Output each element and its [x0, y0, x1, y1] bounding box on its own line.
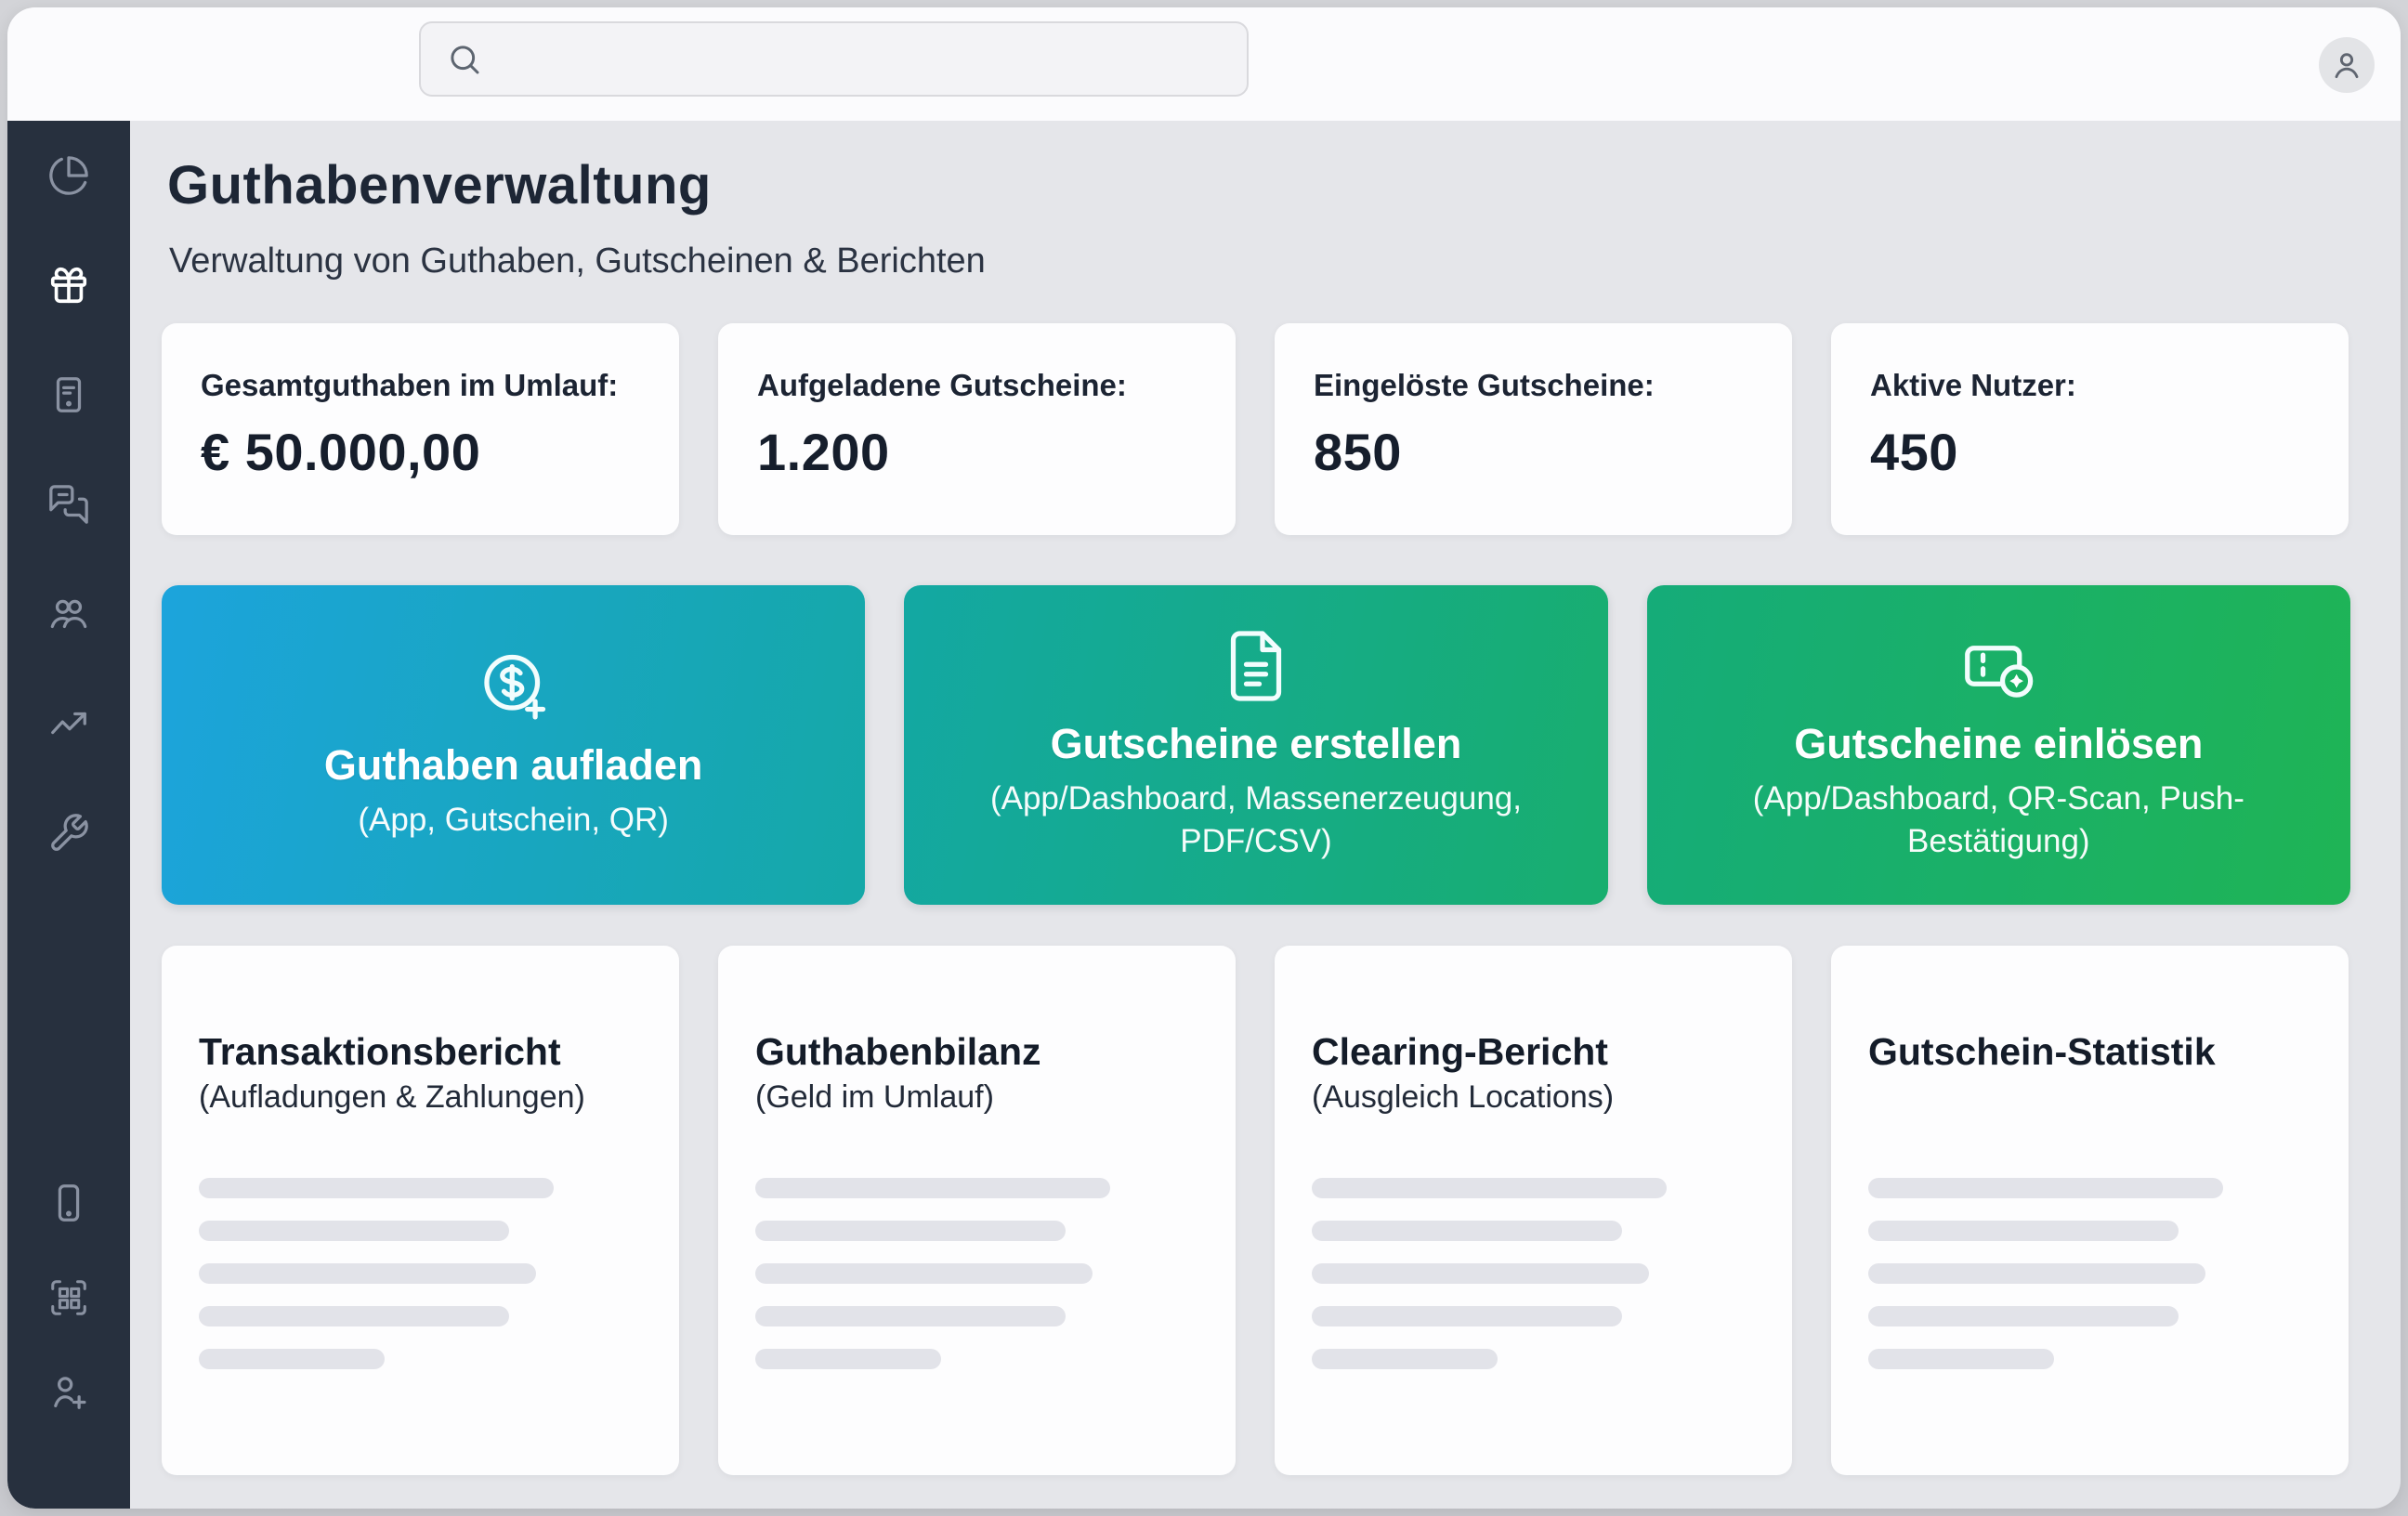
- report-card-voucher-statistics[interactable]: [1831, 946, 2349, 1475]
- chat-icon: [47, 483, 90, 526]
- skeleton-placeholder: [755, 1178, 1198, 1369]
- users-icon: [47, 593, 90, 635]
- stats-row: [162, 323, 2349, 535]
- stat-card-total-balance: [162, 323, 679, 535]
- stat-label: Gesamtguthaben im Umlauf:: [201, 368, 619, 402]
- stat-card-loaded-vouchers: [718, 323, 1236, 535]
- pie-chart-icon: [47, 154, 90, 197]
- stat-value: 850: [1314, 423, 1402, 481]
- sidebar-item-vouchers[interactable]: [47, 264, 90, 307]
- stat-card-redeemed-vouchers: [1275, 323, 1792, 535]
- sidebar-item-mobile-app[interactable]: [47, 1182, 90, 1224]
- action-title: Gutscheine einlösen: [1794, 719, 2204, 767]
- report-subtitle: (Geld im Umlauf): [755, 1079, 994, 1115]
- topbar: [7, 7, 2401, 121]
- smartphone-icon: [47, 1182, 90, 1224]
- sidebar-item-receipts[interactable]: [47, 373, 90, 416]
- stat-label: Eingelöste Gutscheine:: [1314, 368, 1655, 402]
- stat-value: 450: [1870, 423, 1958, 481]
- user-icon: [2328, 46, 2365, 84]
- action-title: Gutscheine erstellen: [1050, 719, 1462, 767]
- report-title: Clearing-Bericht: [1312, 1030, 1608, 1073]
- sidebar: [7, 121, 130, 1509]
- create-vouchers-button[interactable]: [904, 585, 1607, 905]
- stat-label: Aufgeladene Gutscheine:: [757, 368, 1127, 402]
- sidebar-item-dashboard[interactable]: [47, 154, 90, 197]
- sidebar-item-users[interactable]: [47, 593, 90, 635]
- sidebar-item-add-user[interactable]: [47, 1371, 90, 1414]
- search-input[interactable]: [501, 42, 1223, 76]
- sidebar-item-qr-scan[interactable]: [47, 1276, 90, 1319]
- action-title: Guthaben aufladen: [323, 740, 703, 789]
- reports-row: [162, 946, 2349, 1475]
- skeleton-placeholder: [1868, 1178, 2311, 1369]
- skeleton-placeholder: [199, 1178, 642, 1369]
- search-box[interactable]: [419, 21, 1249, 97]
- page-title: Guthabenverwaltung: [167, 155, 712, 216]
- stat-value: 1.200: [757, 423, 890, 481]
- report-subtitle: (Aufladungen & Zahlungen): [199, 1079, 585, 1115]
- user-avatar-button[interactable]: [2319, 37, 2375, 93]
- document-icon: [1217, 627, 1295, 705]
- receipt-icon: [47, 373, 90, 416]
- action-subtitle: (App, Gutschein, QR): [358, 801, 669, 838]
- action-subtitle: (App/Dashboard, QR-Scan, Push-Bestätigung): [1752, 779, 2244, 859]
- actions-row: [162, 585, 2350, 905]
- sidebar-item-messages[interactable]: [47, 483, 90, 526]
- coin-plus-icon: [475, 648, 553, 726]
- action-subtitle: (App/Dashboard, Massenerzeugung, PDF/CSV): [989, 779, 1522, 859]
- report-title: Guthabenbilanz: [755, 1030, 1041, 1073]
- ticket-check-icon: [1959, 627, 2037, 705]
- page-subtitle: Verwaltung von Guthaben, Gutscheinen & Berichten: [169, 242, 986, 281]
- redeem-vouchers-button[interactable]: [1647, 585, 2350, 905]
- wrench-icon: [47, 812, 90, 855]
- chart-icon: [47, 702, 90, 745]
- sidebar-item-analytics[interactable]: [47, 702, 90, 745]
- load-balance-button[interactable]: [162, 585, 865, 905]
- report-title: Transaktionsbericht: [199, 1030, 561, 1073]
- stat-card-active-users: [1831, 323, 2349, 535]
- app-window: [7, 7, 2401, 1509]
- stat-label: Aktive Nutzer:: [1870, 368, 2076, 402]
- search-icon: [445, 40, 484, 79]
- report-card-transactions[interactable]: [162, 946, 679, 1475]
- gift-icon: [47, 264, 90, 307]
- qr-scan-icon: [47, 1276, 90, 1319]
- user-plus-icon: [47, 1371, 90, 1414]
- report-subtitle: (Ausgleich Locations): [1312, 1079, 1615, 1115]
- report-title: Gutschein-Statistik: [1868, 1030, 2216, 1073]
- report-card-balance[interactable]: [718, 946, 1236, 1475]
- stat-value: € 50.000,00: [201, 423, 481, 481]
- report-card-clearing[interactable]: [1275, 946, 1792, 1475]
- report-subtitle: [1868, 1076, 2311, 1118]
- skeleton-placeholder: [1312, 1178, 1755, 1369]
- sidebar-item-settings[interactable]: [47, 812, 90, 855]
